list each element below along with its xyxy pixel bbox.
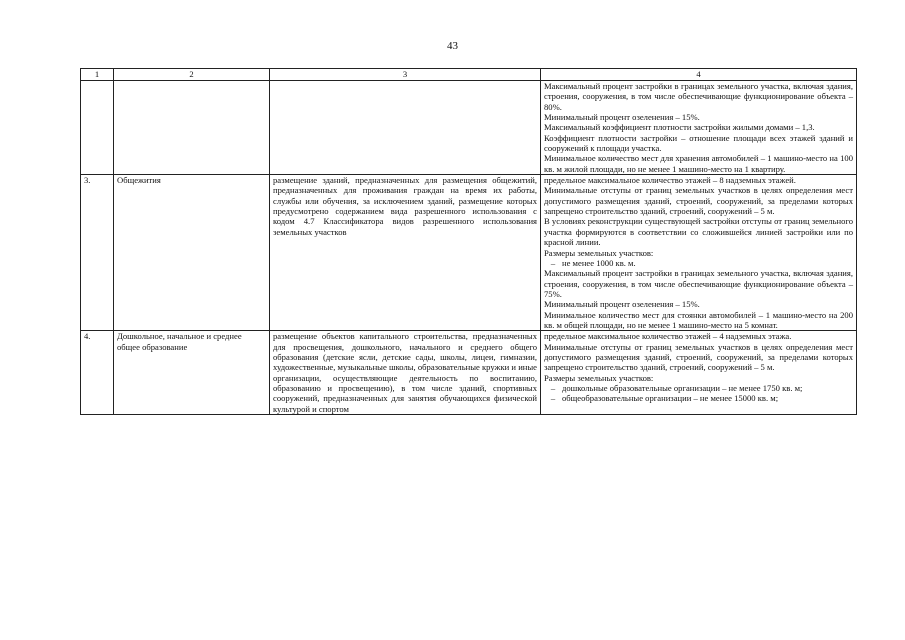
dash-item-text: не менее 1000 кв. м. — [562, 257, 636, 268]
use-description-text: размещение зданий, предназначенных для размещения общежитий, предназначенных для проживания граждан на время их работы, службы или обучения, за исключением зданий, размещение которых предусмотрено содержанием вида разрешенного использования с кодом 4.7 Классификатора видов разрешенного использования земельных участков — [273, 175, 537, 237]
parameters-cell — [541, 331, 857, 415]
page-number: 43 — [447, 40, 458, 52]
parameter-paragraph: Размеры земельных участков: — [544, 247, 654, 258]
column-header-4: 4 — [541, 69, 857, 81]
parameter-paragraph: Минимальный процент озеленения – 15%. — [544, 299, 700, 310]
parameter-paragraph: Минимальное количество мест для стоянки автомобилей – 1 машино-место на 200 кв. м общей площади, но не менее 1 машино-место на 5 комнат. — [544, 309, 853, 330]
row-number-cell: 4. — [81, 331, 114, 415]
use-name-cell: Общежития — [114, 175, 270, 331]
table-body — [81, 81, 857, 415]
parameter-paragraph: Максимальный коэффициент плотности застройки жилыми домами – 1,3. — [544, 122, 815, 133]
zoning-table — [80, 68, 857, 415]
use-description-cell — [270, 81, 541, 175]
parameter-paragraph: Максимальный процент застройки в границах земельного участка, включая здания, строения, сооружения, в том числе обеспечивающие функционирование объекта – 80%. — [544, 81, 853, 112]
row-number-cell — [81, 81, 114, 175]
dash-marker: – — [550, 257, 556, 268]
dash-item-text: дошкольные образовательные организации – не менее 1750 кв. м; — [562, 382, 803, 393]
column-header-1: 1 — [81, 69, 114, 81]
dash-list-item — [544, 383, 853, 393]
table-row — [81, 175, 857, 331]
use-description-text: размещение объектов капитального строительства, предназначенных для просвещения, дошкольного, начального и среднего общего образования (детские ясли, детские сады, школы, лицеи, гимназии, художественные, музыкальные школы, образовательные кружки и иные организации, осуществляющие деятельность по воспитанию, образованию и просвещению), в том числе зданий, спортивных сооружений, предназначенных для занятия обучающихся физической культурой и спортом — [273, 331, 537, 414]
parameter-paragraph: Минимальные отступы от границ земельных участков в целях определения мест допустимого размещения зданий, строений, сооружений, за пределами которых запрещено строительство зданий, строений, сооружений – 5 м. — [544, 185, 853, 217]
parameter-paragraph: предельное максимальное количество этажей – 8 надземных этажей. — [544, 175, 796, 186]
table-header-row — [81, 69, 857, 81]
use-name-cell: Дошкольное, начальное и среднее общее образование — [114, 331, 270, 415]
use-description-cell — [270, 175, 541, 331]
parameter-paragraph: Минимальный процент озеленения – 15%. — [544, 112, 700, 123]
parameter-paragraph: предельное максимальное количество этажей – 4 надземных этажа. — [544, 331, 792, 342]
parameter-paragraph: В условиях реконструкции существующей застройки отступы от границ земельного участка формируются в соответствии со сложившейся линией застройки или по красной линии. — [544, 216, 853, 248]
parameters-cell — [541, 81, 857, 175]
parameter-paragraph: Коэффициент плотности застройки – отношение площади всех этажей зданий и сооружений к площади участка. — [544, 132, 853, 154]
column-header-3: 3 — [270, 69, 541, 81]
parameter-paragraph: Максимальный процент застройки в границах земельного участка, включая здания, строения, сооружения, в том числе обеспечивающие функционирование объекта – 75%. — [544, 268, 853, 299]
dash-marker: – — [550, 382, 556, 393]
dash-list-item — [544, 258, 853, 268]
parameter-paragraph: Размеры земельных участков: — [544, 372, 654, 383]
parameters-cell — [541, 175, 857, 331]
column-header-2: 2 — [114, 69, 270, 81]
use-name-cell — [114, 81, 270, 175]
table-row — [81, 81, 857, 175]
table-row — [81, 331, 857, 415]
use-description-cell — [270, 331, 541, 415]
parameter-paragraph: Минимальные отступы от границ земельных участков в целях определения мест допустимого размещения зданий, строений, сооружений, за пределами которых запрещено строительство зданий, строений, сооружений – 5 м. — [544, 341, 853, 373]
dash-marker: – — [550, 393, 556, 404]
dash-item-text: общеобразовательные организации – не менее 15000 кв. м; — [562, 393, 779, 404]
parameter-paragraph: Минимальное количество мест для хранения автомобилей – 1 машино-место на 100 кв. м жилой площади, но не менее 1 машино-место на 1 квартиру. — [544, 153, 853, 174]
row-number-cell: 3. — [81, 175, 114, 331]
dash-list-item — [544, 393, 853, 403]
